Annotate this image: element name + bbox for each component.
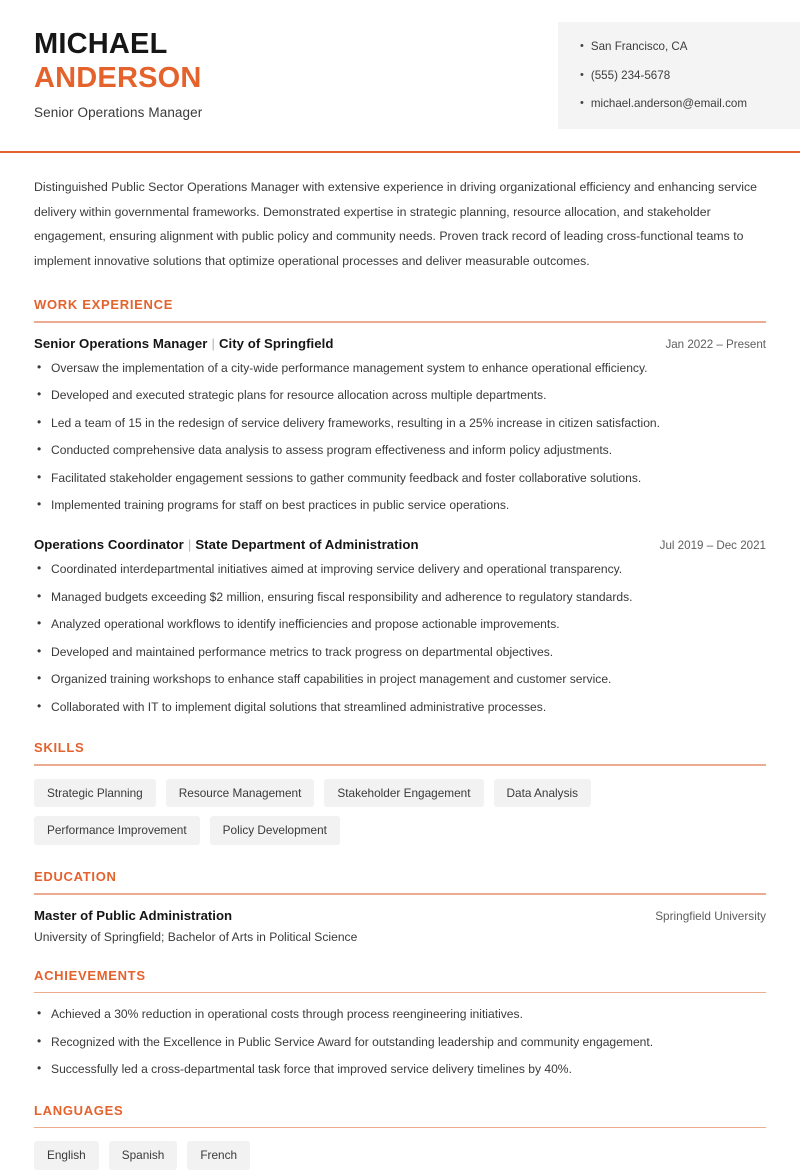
professional-summary: Distinguished Public Sector Operations Manager with extensive experience in driving organizational efficiency and enhancing service delivery within governmental frameworks. Demonstrated expertise in strategic planning, resource allocation, and stakeholder engagement, ensuring alignment with public policy and community needs. Proven track record of leading cross-functional teams to implement innovative solutions that optimize operational processes and deliver measurable outcomes. [34, 179, 757, 268]
contact-item-phone [580, 68, 782, 84]
language-tag: Spanish [109, 1141, 178, 1170]
contact-phone-text: (555) 234-5678 [590, 68, 671, 82]
section-title-education: EDUCATION [34, 869, 117, 885]
section-work-experience [34, 297, 766, 716]
skill-tag: Performance Improvement [34, 816, 200, 845]
header-divider [0, 151, 800, 153]
skill-tag: Data Analysis [494, 779, 591, 808]
bullet-item: • Coordinated interdepartmental initiatives aimed at improving service delivery and operational transparency. [34, 561, 766, 579]
section-divider [34, 1127, 766, 1129]
bullet-item: • Successfully led a cross-departmental task force that improved service delivery timelines by 40%. [34, 1061, 766, 1079]
bullet-item: • Achieved a 30% reduction in operational costs through process reengineering initiatives. [34, 1006, 766, 1024]
bullet-item: • Analyzed operational workflows to identify inefficiencies and propose actionable improvements. [34, 616, 766, 634]
experience-header [34, 537, 766, 552]
skill-tag: Stakeholder Engagement [324, 779, 483, 808]
experience-dates: Jan 2022 – Present [665, 337, 766, 351]
professional-title: Senior Operations Manager [34, 104, 203, 120]
languages-tag-list [34, 1141, 766, 1170]
experience-company: State Department of Administration [195, 536, 419, 552]
education-entry-header [34, 908, 766, 923]
section-title-skills: SKILLS [34, 740, 85, 756]
contact-info-box [558, 22, 800, 129]
bullet-item: • Conducted comprehensive data analysis to assess program effectiveness and inform policy adjustments. [34, 442, 766, 460]
section-title-achievements: ACHIEVEMENTS [34, 967, 146, 983]
bullet-icon: • [580, 97, 584, 110]
experience-role: Senior Operations Manager [34, 335, 208, 351]
skill-tag: Resource Management [166, 779, 315, 808]
language-tag: English [34, 1141, 99, 1170]
education-degree: Master of Public Administration [34, 907, 233, 923]
bullet-icon: • [580, 40, 584, 52]
bullet-item: • Oversaw the implementation of a city-wide performance management system to enhance operational efficiency. [34, 360, 766, 378]
contact-item-location [580, 39, 782, 55]
resume-header [0, 0, 800, 129]
language-tag: French [187, 1141, 250, 1170]
experience-dates: Jul 2019 – Dec 2021 [659, 538, 766, 552]
experience-bullet-list [34, 360, 766, 515]
education-detail: University of Springfield; Bachelor of Arts in Political Science [34, 929, 358, 944]
experience-title-line [34, 336, 333, 351]
experience-role: Operations Coordinator [34, 536, 184, 552]
section-divider [34, 764, 766, 766]
bullet-item: • Facilitated stakeholder engagement sessions to gather community feedback and foster collaborative solutions. [34, 470, 766, 488]
bullet-item: • Managed budgets exceeding $2 million, ensuring fiscal responsibility and adherence to regulatory standards. [34, 589, 766, 607]
bullet-item: • Collaborated with IT to implement digital solutions that streamlined administrative processes. [34, 699, 766, 717]
section-education [34, 869, 766, 944]
section-divider [34, 321, 766, 323]
section-divider [34, 992, 766, 994]
contact-item-email[interactable] [580, 96, 782, 112]
bullet-item: • Developed and executed strategic plans for resource allocation across multiple departments. [34, 387, 766, 405]
resume-content [0, 175, 800, 1170]
identity-block [0, 22, 202, 120]
bullet-item: • Organized training workshops to enhance staff capabilities in project management and customer service. [34, 671, 766, 689]
bullet-item: • Recognized with the Excellence in Public Service Award for outstanding leadership and community engagement. [34, 1034, 766, 1052]
section-divider [34, 893, 766, 895]
experience-title-line [34, 537, 419, 552]
experience-entry [34, 537, 766, 716]
bullet-item: • Led a team of 15 in the redesign of service delivery frameworks, resulting in a 25% increase in citizen satisfaction. [34, 415, 766, 433]
section-title-languages: LANGUAGES [34, 1102, 124, 1118]
bullet-item: • Developed and maintained performance metrics to track progress on departmental objectives. [34, 644, 766, 662]
experience-entry [34, 336, 766, 515]
contact-location-text: San Francisco, CA [590, 40, 688, 53]
bullet-item: • Implemented training programs for staff on best practices in public service operations. [34, 497, 766, 515]
section-languages [34, 1103, 766, 1170]
bullet-icon: • [580, 68, 584, 81]
education-institution: Springfield University [655, 908, 766, 923]
title-separator: | [211, 335, 215, 351]
experience-header [34, 336, 766, 351]
title-separator: | [187, 536, 192, 552]
achievements-bullet-list [34, 1006, 766, 1079]
first-name: MICHAEL [34, 28, 168, 60]
skill-tag: Strategic Planning [34, 779, 156, 808]
section-title-work-experience: WORK EXPERIENCE [34, 297, 174, 313]
section-achievements [34, 968, 766, 1079]
skills-tag-list [34, 779, 766, 845]
experience-company: City of Springfield [218, 335, 334, 351]
last-name: ANDERSON [34, 61, 202, 94]
contact-email-text[interactable]: michael.anderson@email.com [590, 97, 747, 111]
section-skills [34, 740, 766, 845]
skill-tag: Policy Development [210, 816, 340, 845]
experience-bullet-list [34, 561, 766, 716]
